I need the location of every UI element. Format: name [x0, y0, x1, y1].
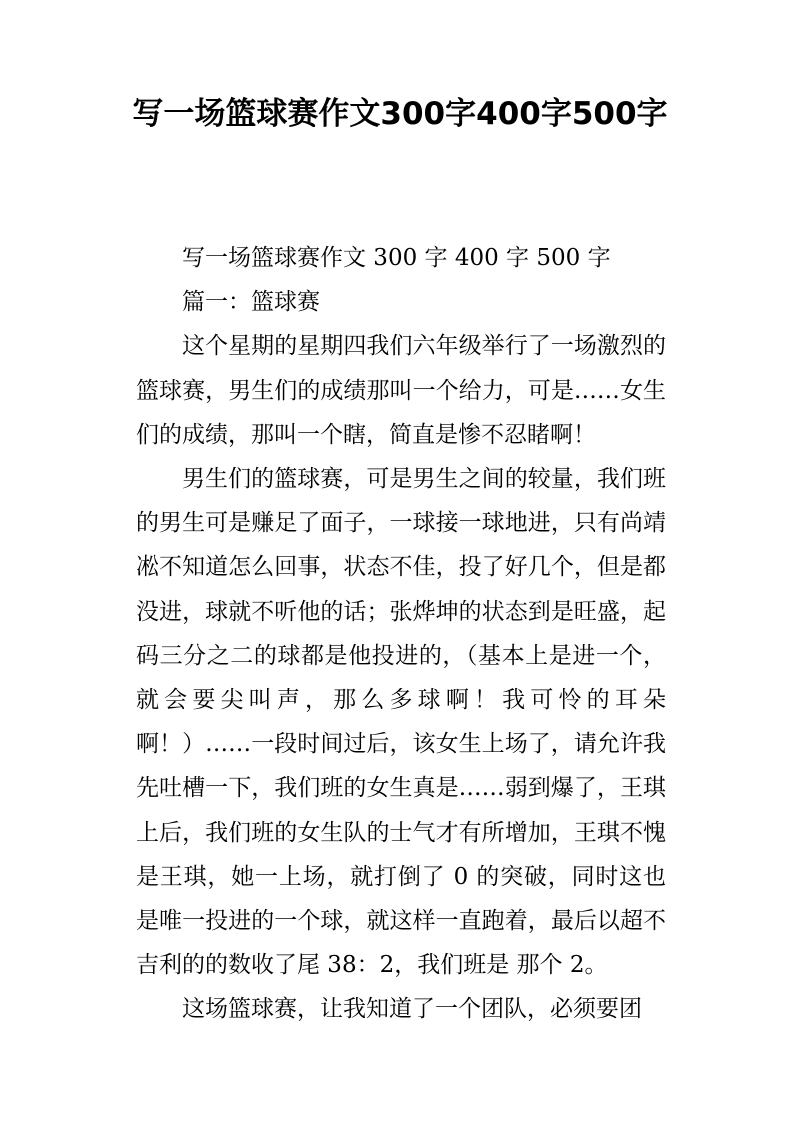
document-body — [136, 236, 666, 1032]
section-heading: 篇一：篮球赛 — [182, 289, 320, 316]
document-title: 写一场篮球赛作文300字400字500字 — [132, 96, 668, 132]
paragraph-3: 这场篮球赛，让我知道了一个团队，必须要团 — [182, 996, 642, 1023]
subtitle-line: 写一场篮球赛作文 300 字 400 字 500 字 — [182, 245, 611, 271]
paragraph-2: 男生们的篮球赛，可是男生之间的较量，我们班的男生可是赚足了面子，一球接一球地进，只有尚靖凇不知道怎么回事，状态不佳，投了好几个，但是都没进，球就不听他的话；张烨坤的状态到是旺盛，起码三分之二的球都是他投进的，（基本上是进一个，就会要尖叫声，那么多球啊！我可怜的耳朵啊！）……一段时间过后，该女生上场了，请允许我先吐槽一下，我们班的女生真是……弱到爆了，王琪上后，我们班的女生队的士气才有所增加，王琪不愧是王琪，她一上场，就打倒了 0 的突破，同时这也是唯一投进的一个球，就这样一直跑着，最后以超不吉利的的数收了尾 38：2，我们班是 那个 2。 — [136, 466, 666, 979]
paragraph-1: 这个星期的星期四我们六年级举行了一场激烈的篮球赛，男生们的成绩那叫一个给力，可是……女生们的成绩，那叫一个瞎，简直是惨不忍睹啊！ — [136, 333, 666, 448]
